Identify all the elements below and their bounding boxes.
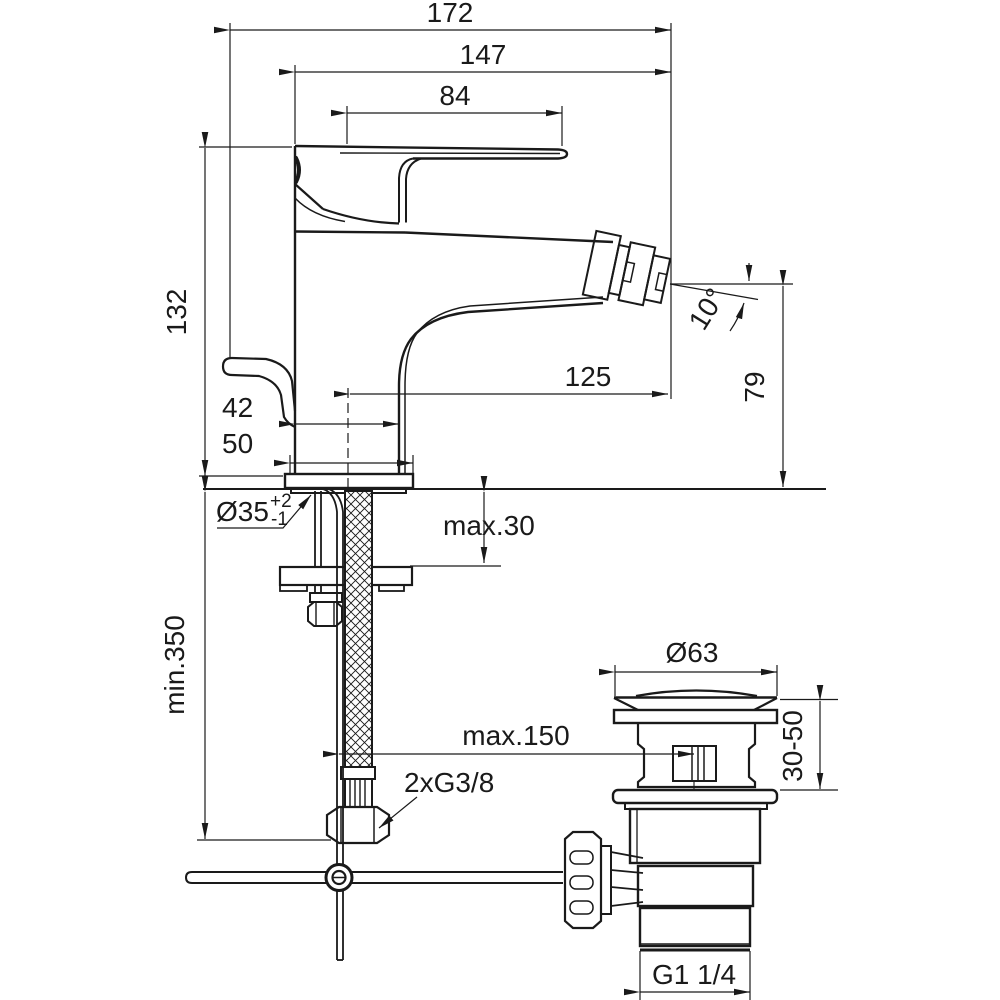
dim-42-label: 42 (222, 392, 254, 423)
dim-147-label: 147 (459, 39, 507, 70)
hole-tol-plus: +2 (270, 491, 292, 512)
popup-linkage (186, 865, 563, 891)
aerator (583, 231, 673, 311)
drain-lower-flange (613, 790, 777, 803)
supply-label: 2xG3/8 (404, 767, 495, 798)
max-counter-label: max.30 (443, 510, 535, 541)
drain-thread-section (640, 908, 750, 946)
drain-barrel-upper (630, 809, 760, 863)
dim-50-label: 50 (222, 428, 254, 459)
braided-hose (345, 491, 372, 767)
drain-cap-dome (636, 691, 757, 697)
faucet-body (203, 146, 826, 502)
drain-flange-ring (614, 710, 777, 723)
dim-84-label: 84 (439, 80, 471, 111)
dim-angle-label: 10° (682, 282, 732, 336)
hole-tol-minus: -1 (271, 509, 288, 530)
handle-front-shade (296, 158, 299, 182)
hole-dia-label: Ø35 (216, 496, 269, 527)
faucet-handle (295, 146, 567, 224)
clamp-range-label: 30-50 (777, 710, 808, 782)
drain-barrel-lower (638, 866, 753, 906)
dim-125-label: 125 (564, 361, 612, 392)
dim-132-label: 132 (161, 288, 192, 336)
drain-body (638, 723, 755, 787)
dim-79-label: 79 (739, 371, 770, 403)
max-rod-label: max.150 (462, 720, 570, 751)
min-hose-label: min.350 (159, 615, 190, 715)
faucet-spout (295, 232, 613, 474)
dim-172-label: 172 (426, 0, 474, 28)
rod-coupling-nut (565, 832, 643, 928)
drain-assembly (565, 691, 777, 951)
drain-thread-label: G1 1/4 (651, 959, 737, 990)
drain-window (673, 746, 716, 789)
drain-dia-label: Ø63 (665, 637, 719, 668)
